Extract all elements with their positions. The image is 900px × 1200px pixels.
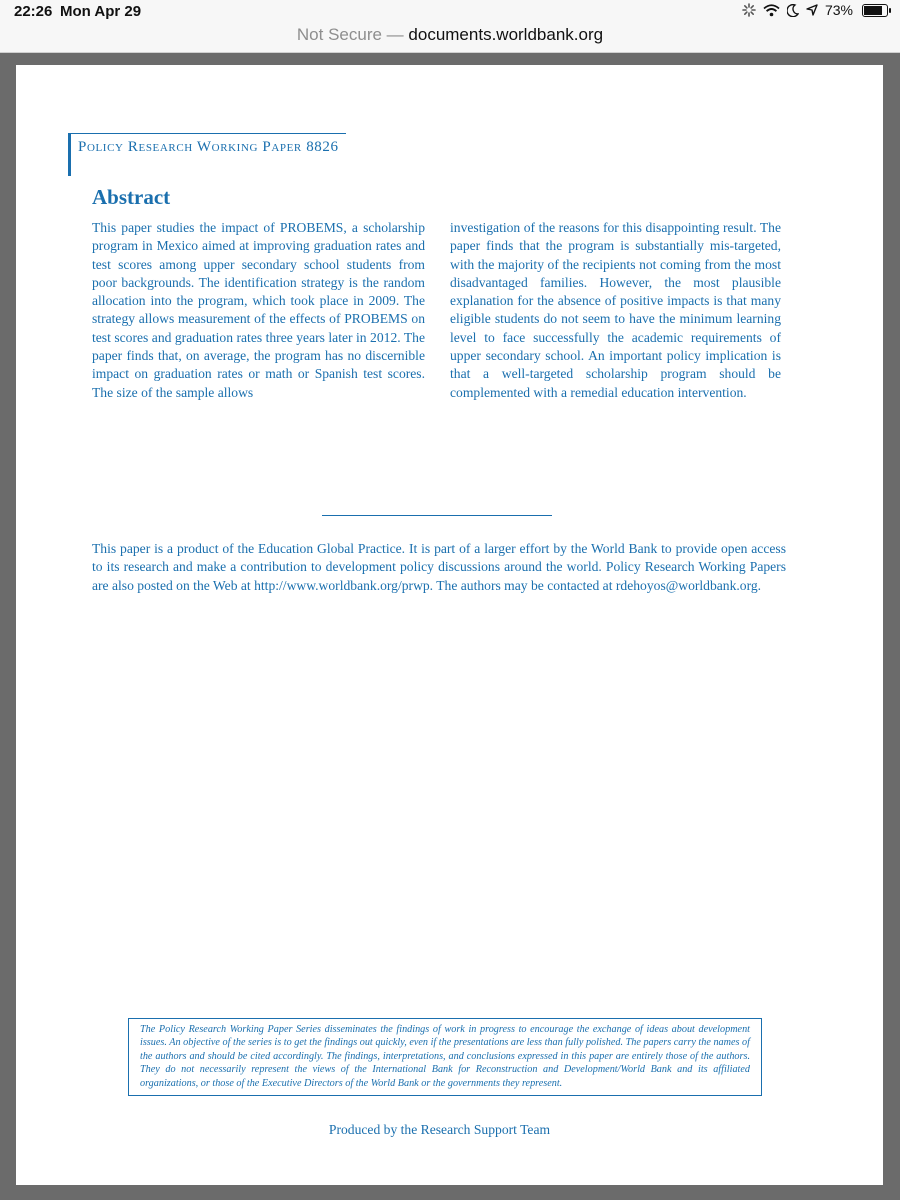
abstract-column-right: investigation of the reasons for this disappointing result. The paper finds that the program is substantially mis-targeted, with the majority of the recipients not coming from the most disadvantaged families. However, the most plausible explanation for the absence of positive impacts is that many eligible students do not seem to have the minimum learning level to face successfully the academic requirements of upper secondary school. An important policy implication is that a well-targeted scholarship program should be complemented with a remedial education intervention. [450,220,781,400]
battery-icon [862,4,888,17]
document-page [16,65,883,1185]
do-not-disturb-moon-icon [787,4,799,17]
url-separator: — [381,25,409,44]
battery-percentage: 73% [824,2,853,18]
status-time: 22:26 [14,3,53,20]
address-bar[interactable] [0,22,900,53]
url-host: documents.worldbank.org [408,25,604,44]
series-disclaimer-box: The Policy Research Working Paper Series disseminates the findings of work in progress to encourage the exchange of ideas about development issues. An objective of the series is to get the findings out quickly, even if the presentations are less than fully polished. The papers carry the names of the authors and should be cited accordingly. The findings, interpretations, and conclusions expressed in this paper are entirely those of the authors. They do not necessarily represent the views of the International Bank for Reconstruction and Development/World Bank and its affiliated organizations, or those of the Executive Directors of the World Bank or the governments they represent. [128,1018,762,1096]
produced-by: Produced by the Research Support Team [328,1122,551,1137]
status-date: Mon Apr 29 [60,3,142,20]
location-arrow-icon [806,4,818,16]
product-note: This paper is a product of the Education Global Practice. It is part of a larger effort by the World Bank to provide open access to its research and make a contribution to development policy discussions around the world. Policy Research Working Papers are also posted on the Web at http://www.worldbank.org/prwp. The authors may be contacted at rdehoyos@worldbank.org. [92,541,786,593]
not-secure-label: Not Secure [296,25,382,44]
loading-spinner-icon [742,3,756,17]
wifi-icon [763,4,780,17]
series-title: Policy Research Working Paper 8826 [78,139,339,155]
section-divider [322,515,552,516]
status-icons [742,2,888,18]
abstract-column-left: This paper studies the impact of PROBEMS, a scholarship program in Mexico aimed at improving graduation rates and test scores among upper secondary school students from poor backgrounds. The identification strategy is the random allocation into the program, which took place in 2009. The strategy allows measurement of the effects of PROBEMS on test scores and graduation rates three years later in 2012. The paper finds that, on average, the program has no discernible impact on graduation rates or math or Spanish test scores. The size of the sample allows [92,220,425,400]
status-bar [0,0,900,22]
battery-fill [864,6,882,15]
abstract-heading: Abstract [92,185,171,209]
